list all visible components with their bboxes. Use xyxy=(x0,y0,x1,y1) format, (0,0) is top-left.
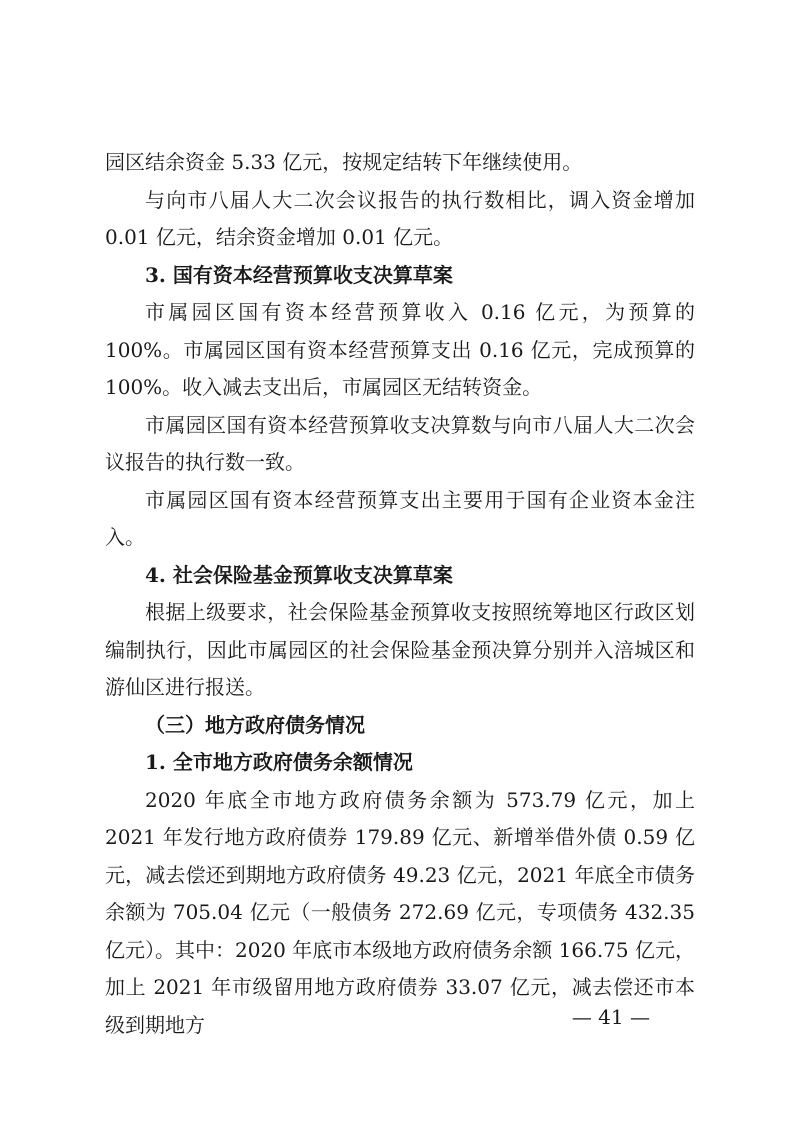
section-heading: 3. 国有资本经营预算收支决算草案 xyxy=(145,262,453,287)
body-text xyxy=(105,144,695,1044)
section-heading: 1. 全市地方政府债务余额情况 xyxy=(145,750,413,774)
paragraph: 与向市八届人大二次会议报告的执行数相比，调入资金增加 0.01 亿元，结余资金增加 0.01 亿元。 xyxy=(105,187,695,249)
section-heading: 4. 社会保险基金预算收支决算草案 xyxy=(145,562,453,587)
paragraph: 园区结余资金 5.33 亿元，按规定结转下年继续使用。 xyxy=(105,150,583,174)
paragraph: 根据上级要求，社会保险基金预算收支按照统筹地区行政区划编制执行，因此市属园区的社会保险基金预决算分别并入涪城区和游仙区进行报送。 xyxy=(105,600,695,699)
paragraph: 市属园区国有资本经营预算收支决算数与向市八届人大二次会议报告的执行数一致。 xyxy=(105,412,695,474)
paragraph: 2020 年底全市地方政府债务余额为 573.79 亿元，加上 2021 年发行地方政府债券 179.89 亿元、新增举借外债 0.59 亿元，减去偿还到期地方政府债务 49.23 亿元，2021 年底全市债务余额为 705.04 亿元（一般债务 272.69 亿元，专项债务 432.35 亿元）。其中：2020 年底市本级地方政府债务余额 166.75 亿元，加上 2021 年市级留用地方政府债券 33.07 亿元，减去偿还市本级到期地方 xyxy=(105,787,695,1037)
page-number: — 41 — xyxy=(571,1005,650,1029)
section-heading: （三）地方政府债务情况 xyxy=(145,712,365,737)
paragraph: 市属园区国有资本经营预算支出主要用于国有企业资本金注入。 xyxy=(105,487,695,549)
paragraph: 市属园区国有资本经营预算收入 0.16 亿元，为预算的 100%。市属园区国有资本经营预算支出 0.16 亿元，完成预算的 100%。收入减去支出后，市属园区无结转资金。 xyxy=(105,300,695,399)
